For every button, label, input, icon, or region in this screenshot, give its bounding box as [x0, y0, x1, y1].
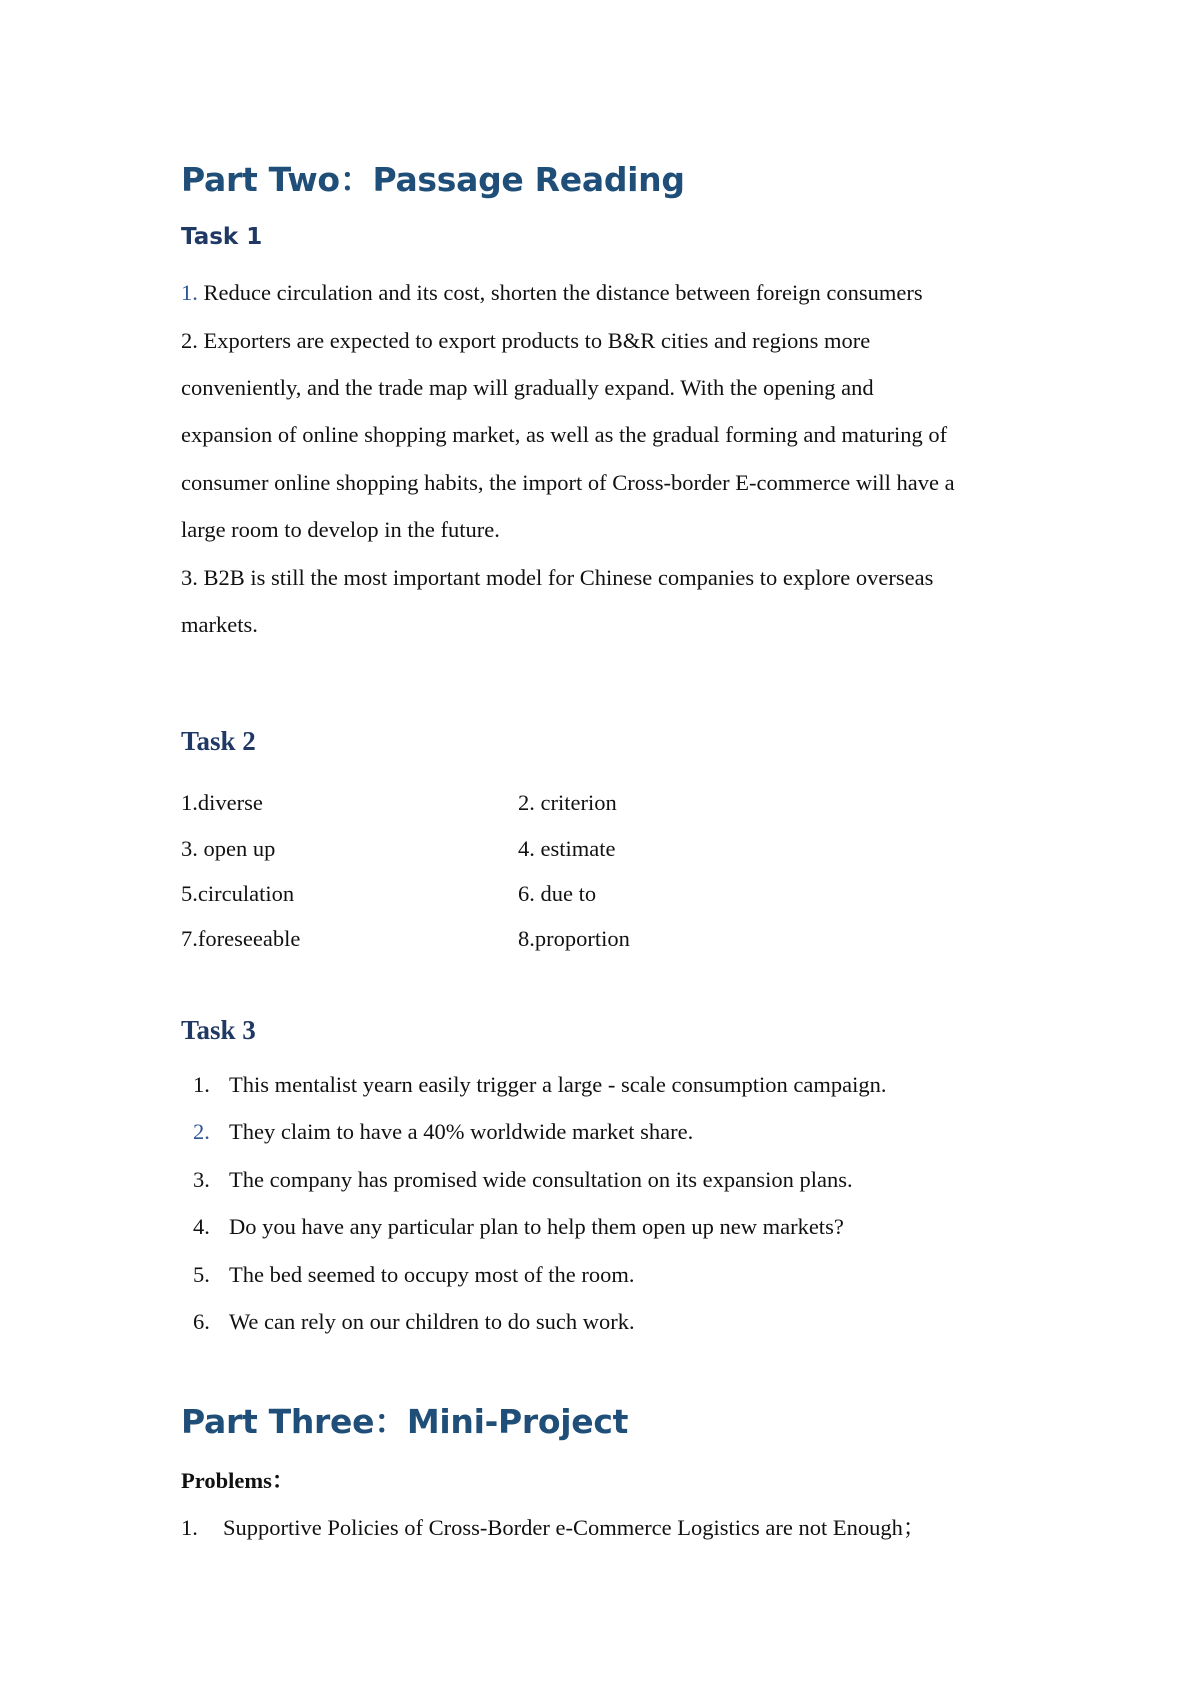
task1-item-2-text-1: Exporters are expected to export products to B&R cities and regions more [203, 328, 871, 353]
task1-item-2-line-2: conveniently, and the trade map will gradually expand. With the opening and [181, 375, 874, 400]
task1-item-3-line-1 [181, 563, 933, 593]
task3-item-2-text: They claim to have a 40% worldwide market share. [229, 1119, 694, 1144]
task2-answer-3: 3. open up [181, 836, 276, 861]
task3-item-3-number: 3. [193, 1167, 210, 1192]
task1-item-3-line-2: markets. [181, 612, 258, 637]
task3-item-4-text: Do you have any particular plan to help them open up new markets? [229, 1214, 844, 1239]
task2-answer-6: 6. due to [518, 881, 597, 906]
problem-1-number: 1. [181, 1515, 198, 1540]
task3-item-5-text: The bed seemed to occupy most of the room. [229, 1262, 635, 1287]
task1-item-2-line-1 [181, 326, 870, 356]
task3-item-1-text: This mentalist yearn easily trigger a large - scale consumption campaign. [229, 1072, 887, 1097]
task1-heading: Task 1 [181, 224, 263, 250]
task3-item-6-number: 6. [193, 1309, 210, 1334]
task1-item-2-line-3: expansion of online shopping market, as well as the gradual forming and maturing of [181, 422, 948, 447]
task3-item-6-text: We can rely on our children to do such work. [229, 1309, 635, 1334]
task3-item-1-number: 1. [193, 1072, 210, 1097]
task1-item-1-text: Reduce circulation and its cost, shorten the distance between foreign consumers [203, 280, 923, 305]
task2-heading: Task 2 [181, 726, 256, 756]
task1-item-3-number: 3. [181, 565, 198, 590]
part-two-heading: Part Two：Passage Reading [181, 160, 685, 199]
task1-item-1 [181, 278, 923, 308]
task2-answer-1: 1.diverse [181, 790, 263, 815]
task2-answer-5: 5.circulation [181, 881, 295, 906]
task2-answer-4: 4. estimate [518, 836, 616, 861]
problem-1-text: Supportive Policies of Cross-Border e-Commerce Logistics are not Enough； [223, 1515, 926, 1540]
task1-item-1-number: 1. [181, 280, 198, 305]
task3-item-4-number: 4. [193, 1214, 210, 1239]
part-three-heading: Part Three：Mini-Project [181, 1402, 629, 1441]
task1-item-2-number: 2. [181, 328, 198, 353]
task3-item-5-number: 5. [193, 1262, 210, 1287]
task1-item-2-line-5: large room to develop in the future. [181, 517, 500, 542]
task3-item-3-text: The company has promised wide consultation on its expansion plans. [229, 1167, 853, 1192]
task1-item-3-text-1: B2B is still the most important model for Chinese companies to explore overseas [203, 565, 934, 590]
task2-answer-8: 8.proportion [518, 926, 630, 951]
task3-heading: Task 3 [181, 1015, 256, 1045]
task2-answer-7: 7.foreseeable [181, 926, 301, 951]
task3-item-2-number: 2. [193, 1119, 210, 1144]
task2-answer-2: 2. criterion [518, 790, 617, 815]
task1-item-2-line-4: consumer online shopping habits, the import of Cross-border E-commerce will have a [181, 470, 955, 495]
problems-label: Problems： [181, 1468, 295, 1493]
